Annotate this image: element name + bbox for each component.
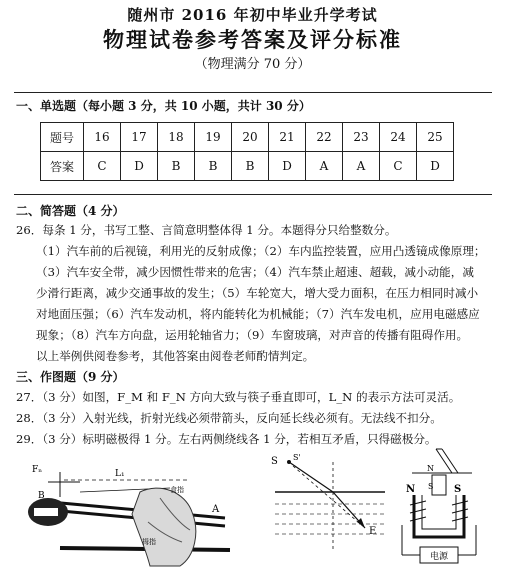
q26-line: 少滑行距离，减少交通事故的发生；（5）车轮宽大，增大受力面积，在压力相同时减小 <box>36 286 479 300</box>
q26-line: （3）汽车安全带，减少因惯性带来的危害；（4）汽车禁止超速、超载，减小动能，减 <box>36 265 474 279</box>
fig1-label-thumb: 拇指 <box>142 538 156 546</box>
q26-line: 26．每条 1 分，书写工整、言简意明整体得 1 分。本题得分只给整数分。 <box>16 223 397 237</box>
fig3-label-s-top: S <box>428 482 434 491</box>
q26-line: （1）汽车前的后视镜，利用光的反射成像；（2）车内监控装置，应用凸透镜成像原理； <box>36 244 486 258</box>
question-number: 19 <box>195 123 232 152</box>
electromagnet-figure <box>392 445 487 567</box>
chopsticks-figure <box>20 452 235 568</box>
question-number: 21 <box>269 123 306 152</box>
table-row <box>41 152 454 181</box>
question-number: 24 <box>380 123 417 152</box>
header-divider <box>14 92 492 93</box>
answer-cell: D <box>269 152 306 181</box>
fig2-label-s: S <box>271 456 278 467</box>
answer-table <box>40 122 454 181</box>
answer-cell: B <box>158 152 195 181</box>
table-row <box>41 123 454 152</box>
q27-line: 27．（3 分）如图，F_M 和 F_N 方向大致与筷子垂直即可，L_N 的表示方法可灵活。 <box>16 390 461 404</box>
section-3-title: 三、作图题（9 分） <box>16 370 125 384</box>
fig3-label-n: N <box>406 484 416 495</box>
answer-cell: A <box>306 152 343 181</box>
fig1-label-b: B <box>38 491 45 501</box>
row-label: 答案 <box>41 152 84 181</box>
fig1-label-a: A <box>212 504 220 515</box>
answer-cell: D <box>121 152 158 181</box>
score-note: （物理满分 70 分） <box>194 57 311 72</box>
question-number: 22 <box>306 123 343 152</box>
fig1-label-l: L₁ <box>115 469 125 479</box>
fig1-label-fn: Fₙ <box>32 465 43 475</box>
fig3-label-s: S <box>454 484 462 495</box>
answer-cell: B <box>195 152 232 181</box>
exam-title: 随州市 2016 年初中毕业升学考试 <box>127 6 378 24</box>
question-number: 23 <box>343 123 380 152</box>
fig2-label-e: E <box>369 526 377 537</box>
answer-cell: C <box>84 152 121 181</box>
section-1-title: 一、单选题（每小题 3 分，共 10 小题，共计 30 分） <box>16 99 311 113</box>
power-supply-label: 电源 <box>429 552 449 562</box>
answer-cell: B <box>232 152 269 181</box>
answer-cell: D <box>417 152 454 181</box>
question-number: 17 <box>121 123 158 152</box>
question-number: 18 <box>158 123 195 152</box>
question-number: 20 <box>232 123 269 152</box>
document-title: 物理试卷参考答案及评分标准 <box>103 27 402 52</box>
row-label: 题号 <box>41 123 84 152</box>
q28-line: 28．（3 分）入射光线，折射光线必须带箭头，反向延长线必须有。无法线不扣分。 <box>16 411 442 425</box>
refraction-figure <box>265 452 390 560</box>
q29-line: 29．（3 分）标明磁极得 1 分。左右两侧绕线各 1 分，若相互矛盾，只得磁极分。 <box>16 432 437 446</box>
q26-line: 现象；（8）汽车方向盘，运用轮轴省力；（9）车窗玻璃，对声音的传播有阻碍作用。 <box>36 328 469 342</box>
question-number: 25 <box>417 123 454 152</box>
section-divider <box>14 194 492 195</box>
q26-line: 对地面压强；（6）汽车发动机，将内能转化为机械能；（7）汽车发电机，应用电磁感应 <box>36 307 480 321</box>
section-2-title: 二、简答题（4 分） <box>16 204 125 218</box>
question-number: 16 <box>84 123 121 152</box>
q26-line: 以上举例供阅卷参考，其他答案由阅卷老师酌情判定。 <box>36 349 315 363</box>
answer-cell: A <box>343 152 380 181</box>
food-label-box <box>34 508 58 516</box>
fig2-label-s-prime: S' <box>293 453 301 462</box>
fig1-label-index: 食指 <box>170 486 184 494</box>
fig3-label-n-top: N <box>427 464 434 473</box>
answer-cell: C <box>380 152 417 181</box>
